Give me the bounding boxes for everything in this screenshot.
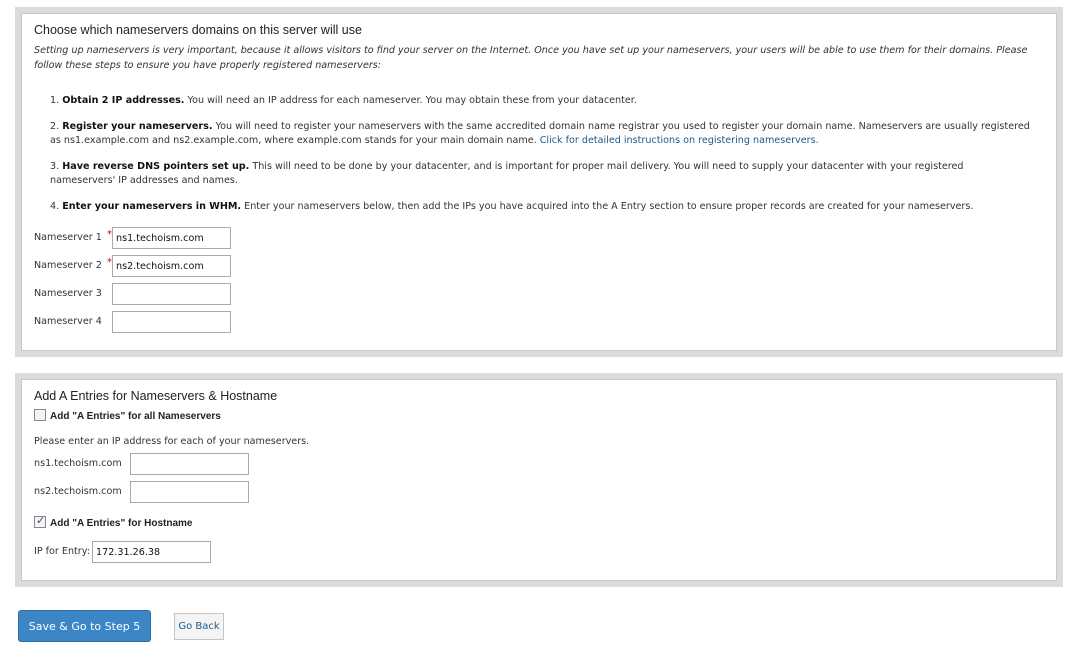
ns-a-entries-checkbox-label[interactable]: Add "A Entries" for all Nameservers xyxy=(50,411,221,422)
nameservers-panel xyxy=(15,7,1063,357)
a-entries-panel xyxy=(15,373,1063,587)
save-go-step5-button[interactable]: Save & Go to Step 5 xyxy=(18,610,151,642)
step-1 xyxy=(50,94,1030,108)
checkmark-icon: ✓ xyxy=(36,514,46,527)
step-number: 3. xyxy=(50,161,60,172)
host-a-entry-checkbox[interactable] xyxy=(34,516,46,528)
step-text: You will need an IP address for each nameserver. You may obtain these from your datacenter. xyxy=(184,95,637,106)
go-back-button[interactable]: Go Back xyxy=(174,613,224,640)
step-4 xyxy=(50,200,1030,214)
step-text: This will need to be done by your datacenter, and is important for proper mail delivery. You will need to supply your datacenter with your registered nameservers' IP addresses and names. xyxy=(50,161,964,186)
step-text: Enter your nameservers below, then add the IPs you have acquired into the A Entry section to ensure proper records are created for your nameservers. xyxy=(241,201,974,212)
a-entries-panel-body xyxy=(21,379,1057,581)
host-a-entry-checkbox-label[interactable]: Add "A Entries" for Hostname xyxy=(50,518,193,529)
a-entries-panel-title: Add A Entries for Nameservers & Hostname xyxy=(34,389,278,403)
step-number: 4. xyxy=(50,201,60,212)
ip-entry-input[interactable] xyxy=(92,541,211,563)
nameserver-4-input[interactable] xyxy=(112,311,231,333)
ns-a-entries-checkbox[interactable] xyxy=(34,409,46,421)
step-text: You will need to register your nameservers with the same accredited domain name registrar you used to register your domain name. Nameservers are usually registered as ns1.example.com and ns2.example.com, where example.com stands for your main domain name. xyxy=(50,121,1030,146)
step-title: Enter your nameservers in WHM. xyxy=(62,201,242,212)
step-3 xyxy=(50,160,1030,188)
ns1-ip-label: ns1.techoism.com xyxy=(34,458,122,469)
nameservers-intro: Setting up nameservers is very important, because it allows visitors to find your server on the Internet. Once you have set up your nameservers, your users will be able to use them for their domains. Please follow these steps to ensure you have properly registered nameservers: xyxy=(34,45,1028,71)
required-mark: * xyxy=(107,257,112,268)
nameserver-3-label: Nameserver 3 xyxy=(34,288,102,299)
nameserver-3-input[interactable] xyxy=(112,283,231,305)
nameservers-panel-body xyxy=(21,13,1057,351)
step-number: 1. xyxy=(50,95,60,106)
step-title: Obtain 2 IP addresses. xyxy=(62,95,185,106)
required-mark: * xyxy=(107,229,112,240)
step-title: Have reverse DNS pointers set up. xyxy=(62,161,250,172)
step-number: 2. xyxy=(50,121,60,132)
a-entries-helper-text: Please enter an IP address for each of your nameservers. xyxy=(34,436,310,447)
ns2-ip-label: ns2.techoism.com xyxy=(34,486,122,497)
ns1-ip-input[interactable] xyxy=(130,453,249,475)
step-2 xyxy=(50,120,1030,148)
nameserver-4-label: Nameserver 4 xyxy=(34,316,102,327)
nameserver-1-label: Nameserver 1 xyxy=(34,232,102,243)
step-title: Register your nameservers. xyxy=(62,121,213,132)
nameserver-2-label: Nameserver 2 xyxy=(34,260,102,271)
registering-nameservers-link[interactable]: Click for detailed instructions on registering nameservers. xyxy=(539,135,819,146)
ns2-ip-input[interactable] xyxy=(130,481,249,503)
nameservers-panel-title: Choose which nameservers domains on this server will use xyxy=(34,23,362,37)
nameserver-2-input[interactable] xyxy=(112,255,231,277)
ip-entry-label: IP for Entry: xyxy=(34,546,90,557)
nameserver-1-input[interactable] xyxy=(112,227,231,249)
